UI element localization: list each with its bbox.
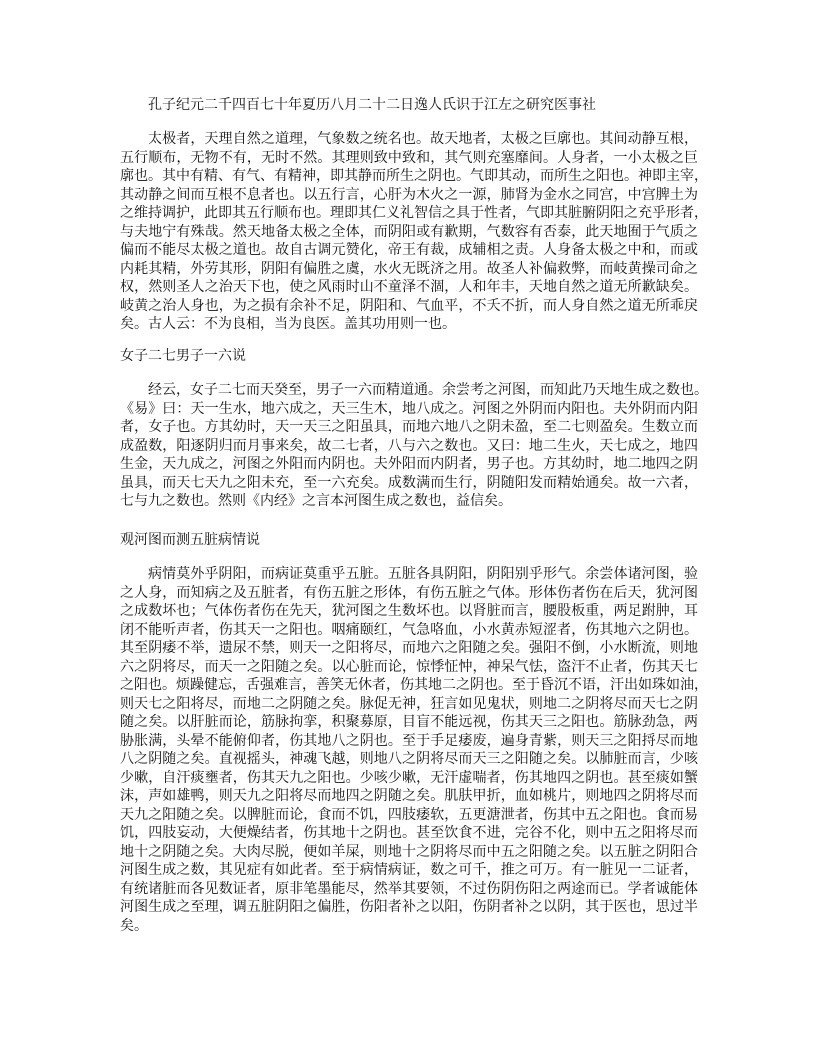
paragraph-line: 虽具，而天七天九之阳未充，至一六充矣。成数满而生行，阴随阳发而精始通矣。故一六者， xyxy=(120,474,698,491)
paragraph-line: 八之阴随之矣。直视摇头，神魂飞越，则地八之阴将尽而天三之阳随之矣。以肺脏而言，少咳 xyxy=(120,751,698,767)
paragraph-line: 偏而不能尽太极之道也。故自古调元赞化，帝王有裁，成辅相之责。人身备太极之中和，而或 xyxy=(120,242,698,258)
section-heading xyxy=(120,531,698,550)
paragraph-line: 地十之阴随之矣。大肉尽脱，便如羊屎，则地十之阴将尽而中五之阳随之矣。以五脏之阴阳合 xyxy=(120,843,698,860)
paragraph-line: 《易》曰：天一生水，地六成之，天三生木，地八成之。河图之外阴而内阳也。夫外阴而内阳 xyxy=(120,400,698,417)
paragraph-line: 随之矣。以肝脏而论，筋脉拘挛，积聚募原，目盲不能远视，伤其天三之阳也。筋脉劲急，两 xyxy=(120,714,698,730)
paragraph-line: 成盈数，阳逐阴归而月事来矣，故二七者，八与六之数也。又曰：地二生火，天七成之，地四 xyxy=(120,437,698,454)
paragraph-line: 之成数坏也；气体伤者伤在先天，犹河图之生数坏也。以肾脏而言，腰股板重，两足跗肿，耳 xyxy=(120,603,698,619)
paragraph-line: 闭不能听声者，伤其天一之阳也。咽痛颐红，气急咯血，小水黄赤短涩者，伤其地六之阴也。 xyxy=(120,621,698,638)
paragraph-line: 生金，天九成之，河图之外阳而内阴也。夫外阳而内阴者，男子也。方其幼时，地二地四之阴 xyxy=(120,456,698,472)
dateline-text: 孔子纪元二千四百七十年夏历八月二十二日逸人氏识于江左之研究医事社 xyxy=(148,97,596,113)
paragraph-line: 少嗽，自汗痰壅者，伤其天九之阳也。少咳少嗽，无汗虚喘者，伤其地四之阴也。甚至痰如蟹 xyxy=(120,769,698,786)
paragraph-line: 者，女子也。方其幼时，天一天三之阳虽具，而地六地八之阴未盈，至二七则盈矣。生数立而 xyxy=(120,419,698,435)
paragraph-line: 饥，四肢妄动，大便燥结者，伤其地十之阴也。甚至饮食不进，完谷不化，则中五之阳将尽而 xyxy=(120,825,698,841)
paragraph-line: 之阳也。烦躁健忘，舌强难言，善笑无休者，伤其地二之阴也。至于昏沉不语，汗出如珠如油， xyxy=(120,677,708,693)
section-heading-text: 女子二七男子一六说 xyxy=(120,348,246,364)
paragraph-line: 矣。古人云：不为良相，当为良医。盖其功用则一也。 xyxy=(120,316,456,332)
dateline xyxy=(120,96,698,115)
paragraph-line: 沫，声如雄鸭，则天九之阳将尽而地四之阴随之矣。肌肤甲折，血如桃片，则地四之阴将尽而 xyxy=(120,788,698,804)
paragraph-line: 天九之阳随之矣。以脾脏而论，食而不饥，四肢痿软，五更溏泄者，伤其中五之阳也。食而易 xyxy=(120,806,698,823)
paragraph-line: 则天七之阳将尽，而地二之阴随之矣。脉促无神，狂言如见鬼状，则地二之阴将尽而天七之阴 xyxy=(120,695,698,712)
paragraph-line: 经云，女子二七而天癸至，男子一六而精道通。余尝考之河图，而知此乃天地生成之数也。 xyxy=(148,382,708,398)
paragraph-line: 与夫地宁有殊哉。然天地备太极之全体，而阴阳或有歉期，气数容有否泰，此天地囿于气质之 xyxy=(120,223,698,240)
paragraph-line: 之维持调护，此即其五行顺布也。理即其仁义礼智信之具于性者，气即其脏腑阴阳之充乎形者， xyxy=(120,205,708,221)
paragraph-line: 内耗其精，外劳其形，阴阳有偏胜之虞，水火无既济之用。故圣人补偏救弊，而岐黄操司命之 xyxy=(120,260,698,277)
paragraph-line: 其至阴痿不举，遗尿不禁，则天一之阳将尽，而地六之阳随之矣。强阳不倒，小水断流，则地 xyxy=(120,640,698,656)
paragraph-line: 权，然则圣人之治天下也，使之风雨时山不童泽不涸，人和年丰，天地自然之道无所歉缺矣。 xyxy=(120,279,698,295)
section-heading xyxy=(120,347,698,366)
intro-paragraph xyxy=(120,130,708,334)
paragraph-line: 五行顺布，无物不有，无时不然。其理则致中致和，其气则充塞靡间。人身者，一小太极之巨 xyxy=(120,149,698,166)
paragraph-line: 胁胀满，头晕不能俯仰者，伤其地八之阴也。至于手足痿废，遍身青紫，则天三之阳捋尽而地 xyxy=(120,732,698,749)
paragraph-line: 矣。 xyxy=(120,917,148,934)
paragraph-line: 岐黄之治人身也，为之损有余补不足，阴阳和、气血平，不夭不折，而人身自然之道无所乖戾 xyxy=(120,297,698,314)
paragraph-line: 其动静之间而互根不息者也。以五行言，心肝为木火之一源，肺肾为金水之同宫，中宫脾土为 xyxy=(120,186,698,203)
paragraph-line: 七与九之数也。然则《内经》之言本河图生成之数也，益信矣。 xyxy=(120,493,512,509)
paragraph-line: 有统诸脏而各见数证者，原非笔墨能尽，然举其要领，不过伤阴伤阳之两途而已。学者诚能体 xyxy=(120,880,698,897)
paragraph-line: 六之阴将尽，而天一之阳随之矣。以心脏而论，惊悸怔忡，神呆气怯，盗汗不止者，伤其天七 xyxy=(120,658,698,675)
paragraph-line: 太极者，天理自然之道理，气象数之统名也。故天地者，太极之巨廓也。其间动静互根， xyxy=(148,131,698,147)
paragraph-line: 廓也。其中有精、有气、有精神，即其静而所生之阴也。气即其动，而所生之阳也。神即主宰， xyxy=(120,168,708,184)
section-paragraph xyxy=(120,565,708,935)
section-heading-text: 观河图而测五脏病情说 xyxy=(120,532,260,548)
paragraph-line: 之人身，而知病之及五脏者，有伤五脏之形体，有伤五脏之气体。形体伤者伤在后天，犹河图 xyxy=(120,584,698,601)
paragraph-line: 河图生成之至理，调五脏阴阳之偏胜，伤阳者补之以阳，伤阴者补之以阴，其于医也，思过半 xyxy=(120,899,698,915)
paragraph-line: 河图生成之数，其见症有如此者。至于病情病证，数之可千，推之可万。有一脏见一二证者， xyxy=(120,862,698,878)
paragraph-line: 病情莫外乎阴阳，而病证莫重乎五脏。五脏各具阴阳，阴阳别乎形气。余尝体诸河图，验 xyxy=(148,566,698,582)
section-paragraph xyxy=(120,381,708,511)
